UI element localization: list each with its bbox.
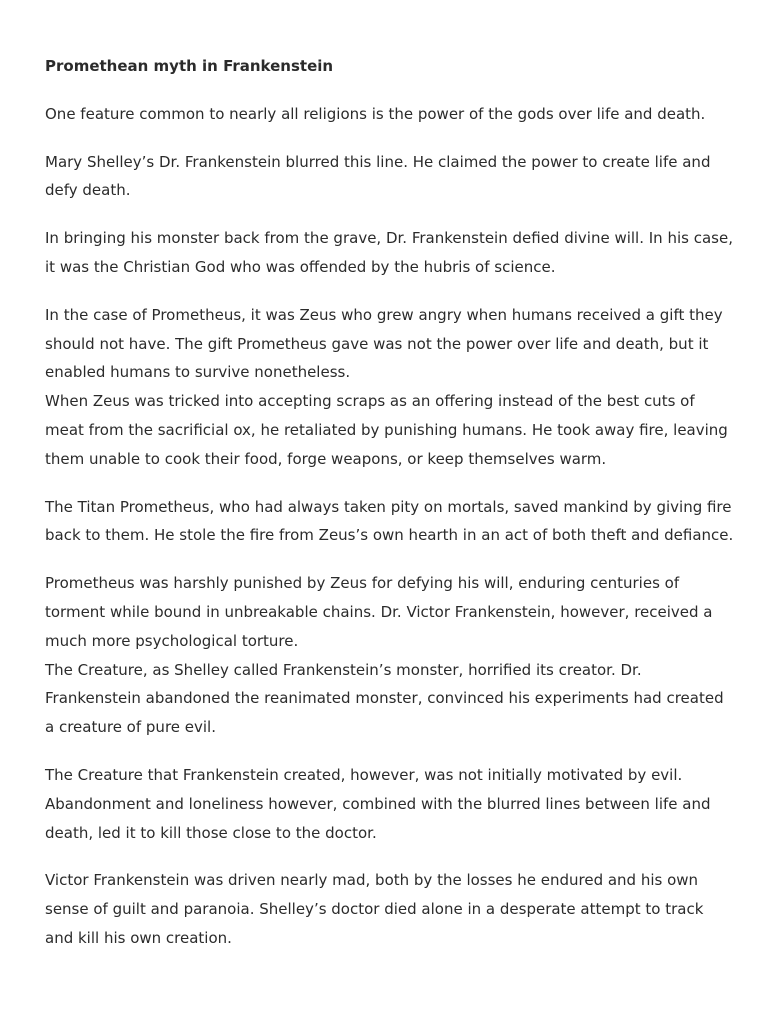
paragraph: One feature common to nearly all religions is the power of the gods over life and death. — [45, 104, 706, 123]
paragraph: Prometheus was harshly punished by Zeus for defying his will, enduring centuries of torment while bound in unbreakable chains. Dr. Victor Frankenstein, however, received a much more psychological torture. — [45, 574, 713, 650]
paragraph: In bringing his monster back from the grave, Dr. Frankenstein defied divine will. In his case, it was the Christian God who was offended by the hubris of science. — [45, 229, 733, 276]
paragraph: Mary Shelley’s Dr. Frankenstein blurred this line. He claimed the power to create life and defy death. — [45, 152, 711, 200]
paragraph: The Creature, as Shelley called Frankenstein’s monster, horrified its creator. Dr. Frankenstein abandoned the reanimated monster, convinced his experiments had created a creature of pure evil. — [45, 660, 724, 737]
paragraph: The Titan Prometheus, who had always taken pity on mortals, saved mankind by giving fire back to them. He stole the fire from Zeus’s own hearth in an act of both theft and defiance. — [45, 497, 734, 545]
paragraph: When Zeus was tricked into accepting scraps as an offering instead of the best cuts of meat from the sacrificial ox, he retaliated by punishing humans. He took away fire, leaving them unable to cook their food, forge weapons, or keep themselves warm. — [45, 392, 728, 468]
document-title: Promethean myth in Frankenstein — [45, 57, 334, 75]
paragraph: In the case of Prometheus, it was Zeus who grew angry when humans received a gift they should not have. The gift Prometheus gave was not the power over life and death, but it enabled humans to survive nonetheless. — [45, 305, 723, 382]
paragraph: The Creature that Frankenstein created, however, was not initially motivated by evil. Abandonment and loneliness however, combined with the blurred lines between life and death, led it to kill those close to the doctor. — [45, 765, 711, 842]
paragraph: Victor Frankenstein was driven nearly mad, both by the losses he endured and his own sense of guilt and paranoia. Shelley’s doctor died alone in a desperate attempt to track and kill his own creation. — [45, 871, 704, 947]
document-body — [45, 52, 735, 972]
